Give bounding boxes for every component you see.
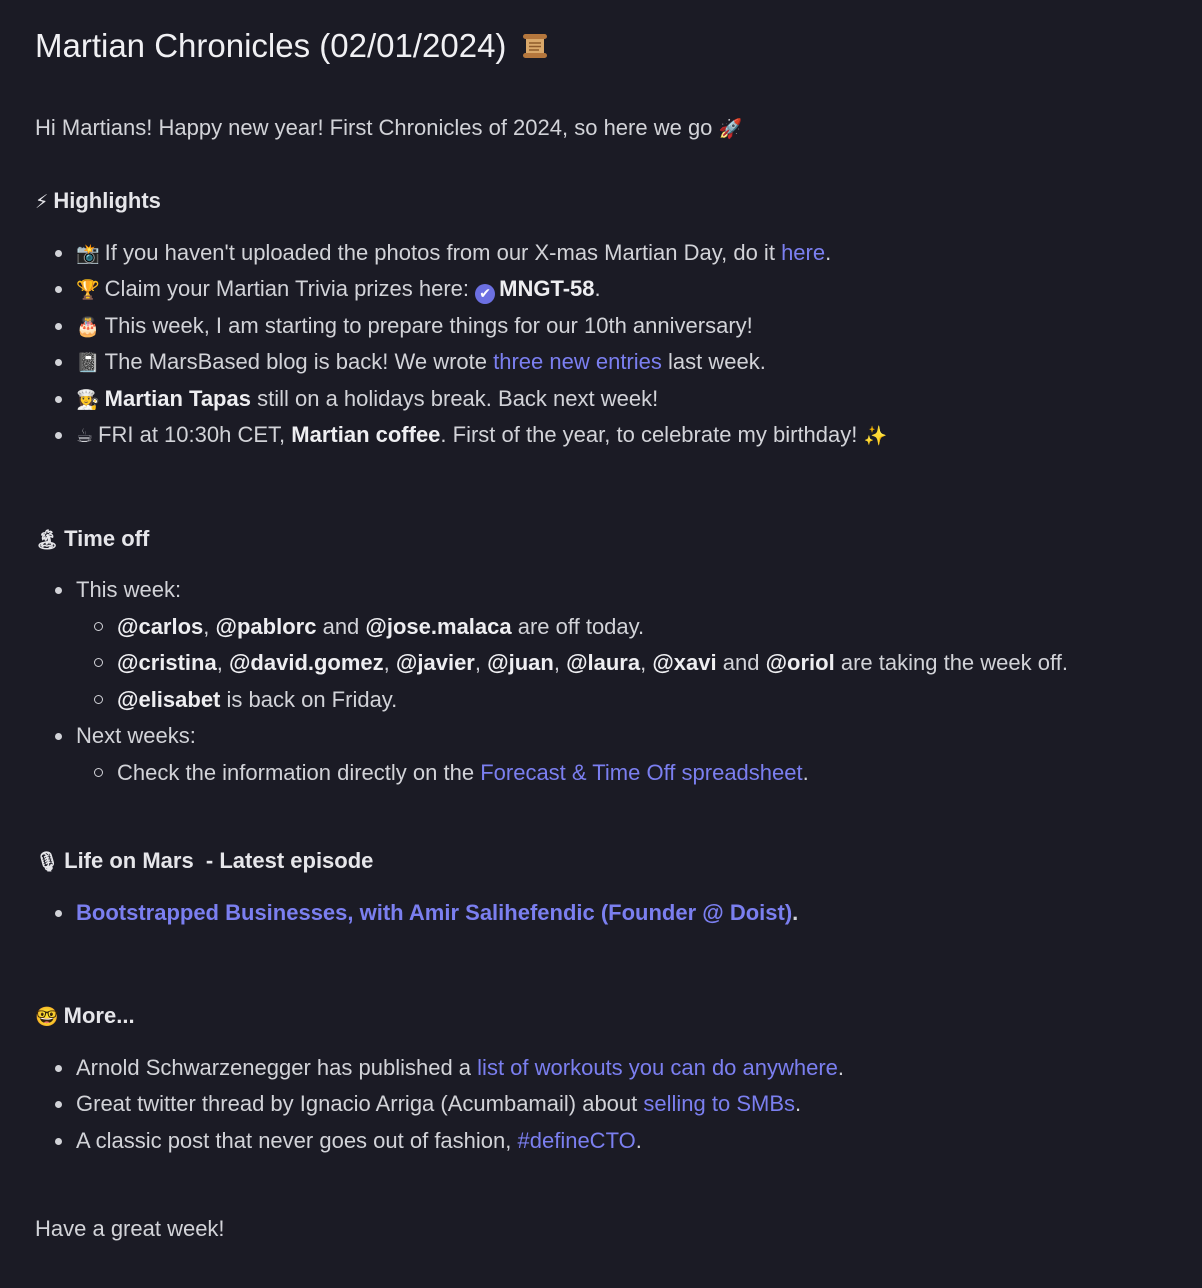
list-item: [76, 1126, 642, 1156]
mention[interactable]: @laura: [566, 650, 641, 675]
mention[interactable]: @elisabet: [117, 687, 221, 712]
separator: ,: [474, 650, 481, 675]
punctuation: .: [795, 1091, 802, 1116]
list-item-tail: . First of the year, to celebrate my birthday!: [440, 422, 858, 447]
list-item: [76, 1053, 844, 1083]
punctuation: .: [825, 240, 832, 265]
sparkles-icon: ✨: [863, 425, 888, 447]
page-title: [35, 24, 550, 68]
list-item-text: Next weeks:: [76, 723, 196, 748]
mention[interactable]: @juan: [487, 650, 554, 675]
punctuation: .: [635, 1128, 642, 1153]
blog-entries-link[interactable]: three new entries: [493, 349, 662, 374]
separator: ,: [640, 650, 647, 675]
list-item-text: A classic post that never goes out of fashion,: [76, 1128, 512, 1153]
microphone-icon: 🎙: [35, 851, 60, 873]
list-item-text: FRI at 10:30h CET,: [98, 422, 286, 447]
coffee-icon: ☕: [76, 425, 94, 447]
list-item-text: The MarsBased blog is back! We wrote: [104, 349, 487, 374]
cook-icon: 👩‍🍳: [76, 389, 100, 411]
mention[interactable]: @david.gomez: [228, 650, 384, 675]
podcast-episode-link[interactable]: Bootstrapped Businesses, with Amir Salihefendic (Founder @ Doist): [76, 900, 793, 925]
list-item-text: still on a holidays break. Back next week!: [257, 386, 659, 411]
issue-link[interactable]: [475, 276, 594, 301]
list-item: [76, 311, 753, 342]
highlights-heading-text: Highlights: [53, 188, 161, 213]
sub-list-item: [117, 612, 644, 642]
sub-list-item: [117, 758, 809, 788]
forecast-spreadsheet-link[interactable]: Forecast & Time Off spreadsheet: [480, 760, 803, 785]
list-item: [76, 238, 831, 269]
conjunction: and: [722, 650, 760, 675]
highlights-heading: [35, 186, 161, 217]
intro-paragraph: [35, 113, 747, 144]
separator: ,: [383, 650, 390, 675]
list-item-text: This week, I am starting to prepare things for our 10th anniversary!: [104, 313, 753, 338]
rocket-icon: 🚀: [718, 118, 743, 140]
podcast-heading: [35, 846, 373, 877]
trophy-icon: 🏆: [76, 279, 100, 301]
mention[interactable]: @pablorc: [215, 614, 317, 639]
mention[interactable]: @carlos: [117, 614, 204, 639]
list-item: [76, 347, 766, 378]
punctuation: .: [837, 1055, 845, 1080]
list-item-tail: are off today.: [517, 614, 645, 639]
separator: ,: [216, 650, 223, 675]
definecto-link[interactable]: #defineCTO: [517, 1128, 636, 1153]
timeoff-heading-text: Time off: [64, 526, 150, 551]
mention[interactable]: @xavi: [652, 650, 717, 675]
notebook-icon: 📓: [76, 352, 100, 374]
photos-upload-link[interactable]: here: [781, 240, 826, 265]
list-item-text: Great twitter thread by Ignacio Arriga (Acumbamail) about: [76, 1091, 638, 1116]
workouts-link[interactable]: list of workouts you can do anywhere: [477, 1055, 838, 1080]
list-item-text: Check the information directly on the: [117, 760, 475, 785]
scroll-icon: [520, 28, 550, 58]
island-icon: 🏝: [35, 529, 60, 551]
list-item: [76, 575, 181, 605]
event-name: Martian coffee: [291, 422, 441, 447]
mention[interactable]: @jose.malaca: [365, 614, 512, 639]
list-item-tail: are taking the week off.: [840, 650, 1068, 675]
list-item: [76, 274, 601, 305]
podcast-heading-text: Life on Mars - Latest episode: [64, 848, 374, 873]
issue-id: MNGT-58: [499, 276, 595, 301]
timeoff-heading: [35, 524, 149, 555]
more-heading-text: More...: [63, 1003, 135, 1028]
list-item-text: Claim your Martian Trivia prizes here:: [104, 276, 470, 301]
sub-list-item: [117, 648, 1068, 678]
list-item: [76, 384, 658, 415]
list-item-tail: is back on Friday.: [226, 687, 398, 712]
separator: ,: [553, 650, 560, 675]
list-item-text: If you haven't uploaded the photos from our X-mas Martian Day, do it: [104, 240, 775, 265]
conjunction: and: [322, 614, 360, 639]
list-item: [76, 1089, 801, 1119]
list-item-text: This week:: [76, 577, 182, 602]
punctuation: .: [802, 760, 809, 785]
mention[interactable]: @javier: [395, 650, 475, 675]
page-title-text: Martian Chronicles (02/01/2024): [35, 27, 507, 64]
camera-icon: 📸: [76, 243, 100, 265]
intro-text: Hi Martians! Happy new year! First Chronicles of 2024, so here we go: [35, 115, 713, 140]
nerd-face-icon: 🤓: [35, 1006, 59, 1028]
closing-paragraph: Have a great week!: [35, 1216, 225, 1241]
list-item-text: Arnold Schwarzenegger has published a: [76, 1055, 472, 1080]
separator: ,: [203, 614, 210, 639]
more-heading: [35, 1001, 135, 1032]
list-item-tail: last week.: [668, 349, 766, 374]
punctuation: .: [792, 900, 799, 925]
punctuation: .: [594, 276, 601, 301]
list-item: [76, 721, 196, 751]
smbs-thread-link[interactable]: selling to SMBs: [643, 1091, 796, 1116]
list-item: [76, 898, 798, 928]
list-item: [76, 420, 892, 451]
mention[interactable]: @cristina: [117, 650, 217, 675]
event-name: Martian Tapas: [104, 386, 251, 411]
mention[interactable]: @oriol: [765, 650, 835, 675]
lightning-icon: ⚡: [35, 191, 49, 213]
sub-list-item: [117, 685, 397, 715]
cake-icon: 🎂: [76, 316, 100, 338]
check-circle-icon: ✔: [475, 284, 495, 304]
